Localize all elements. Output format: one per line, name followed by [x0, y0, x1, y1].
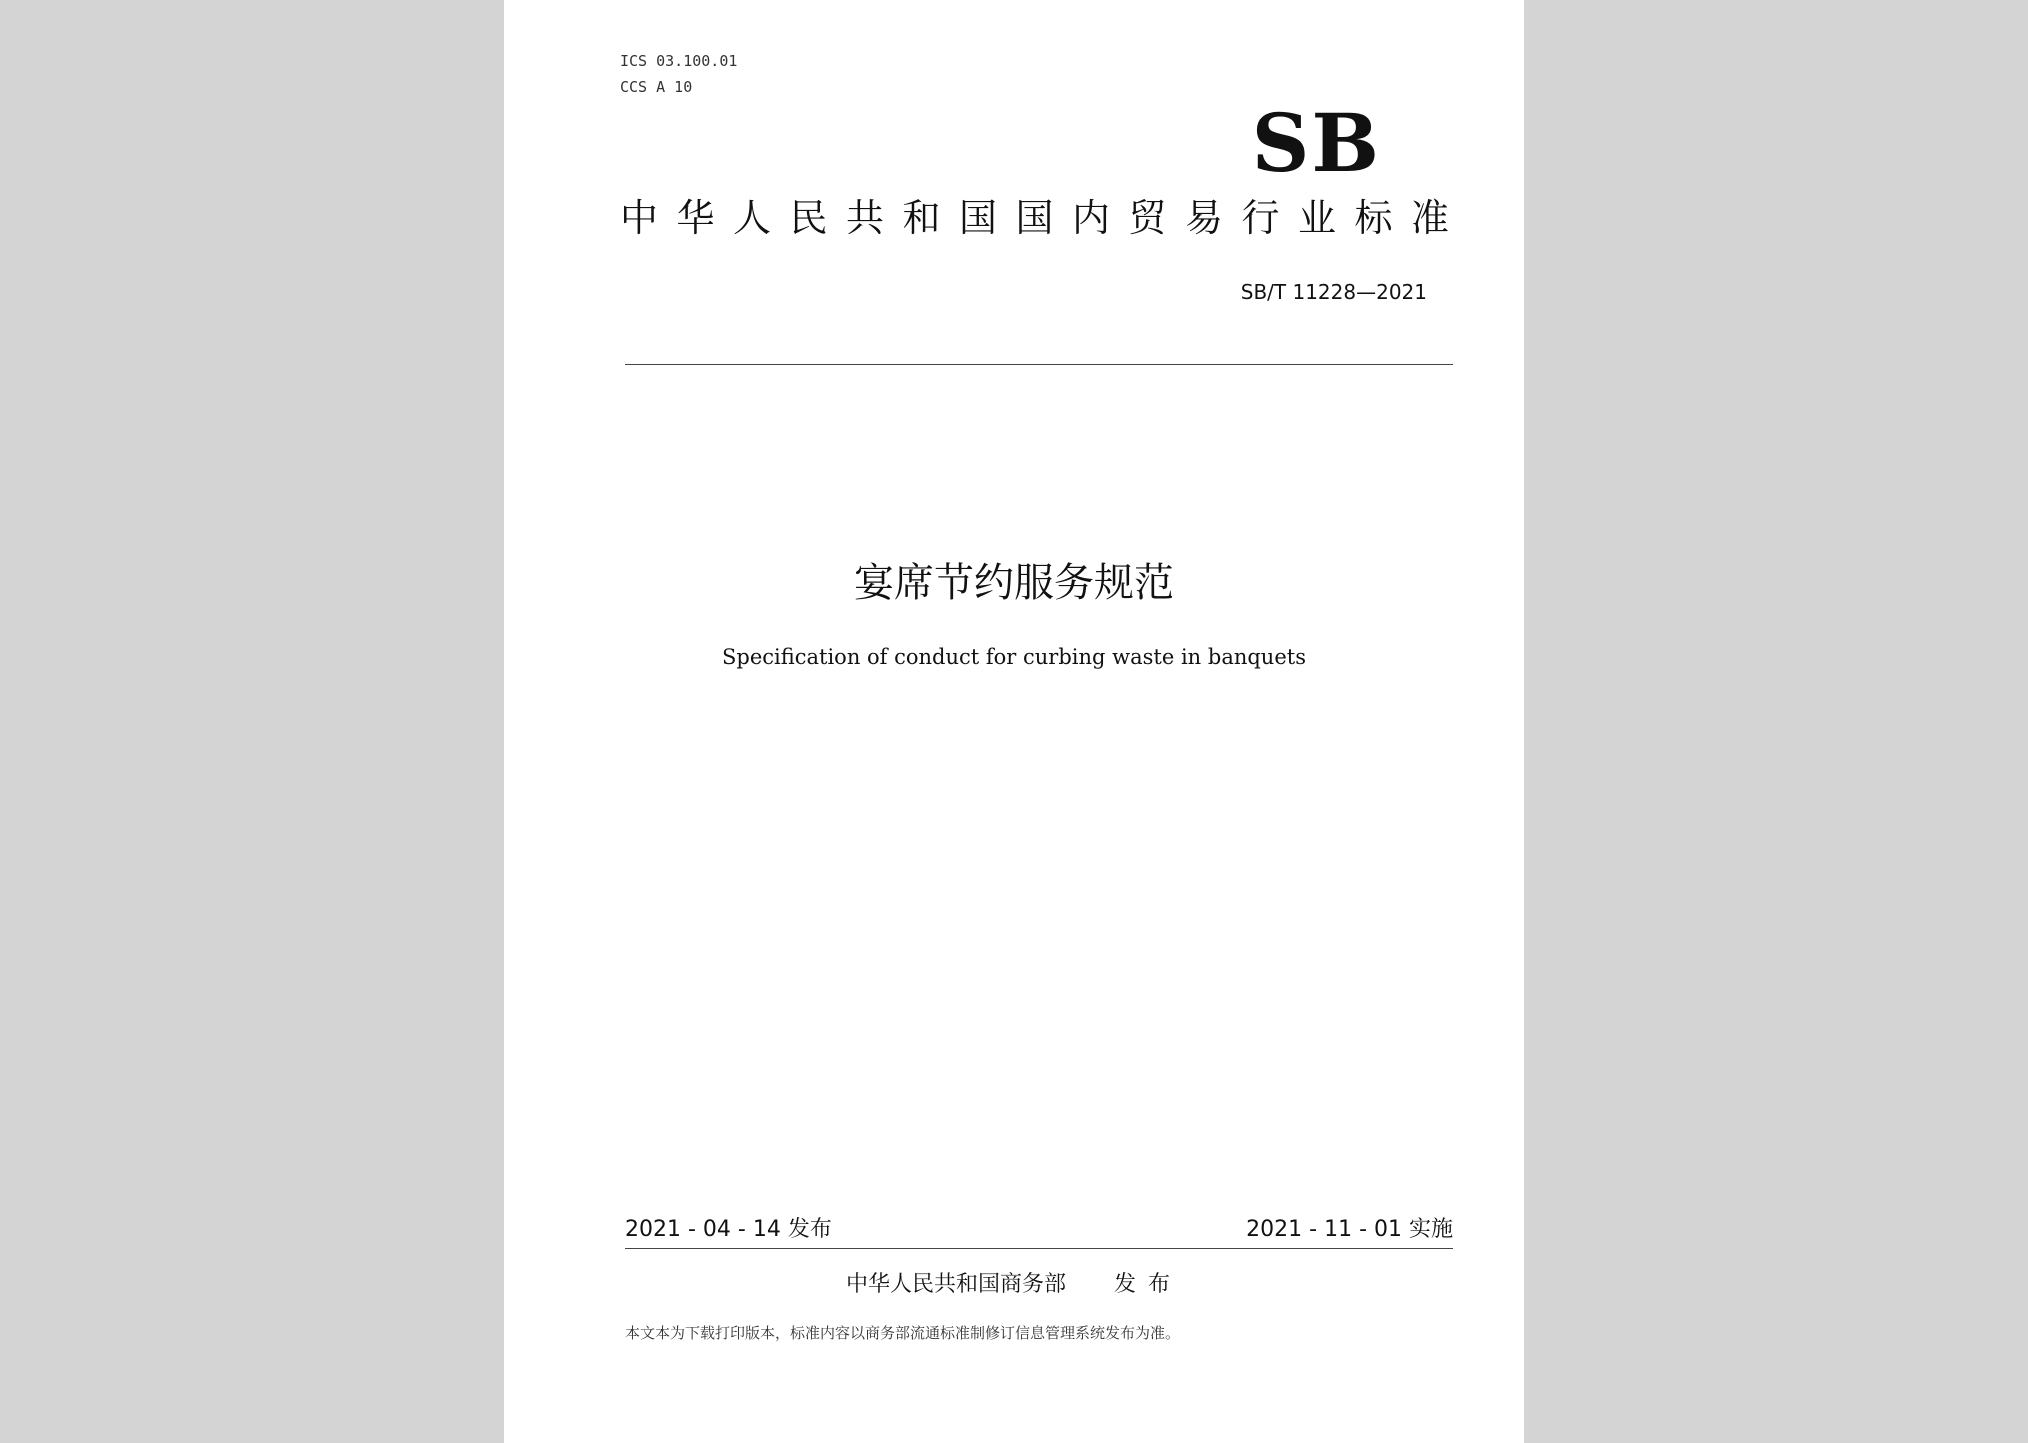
document-page: [504, 0, 1524, 1443]
standard-code: SB/T 11228—2021: [1240, 280, 1427, 304]
ccs-code: CCS A 10: [620, 78, 693, 96]
document-title-chinese: 宴席节约服务规范: [854, 560, 1174, 606]
implementation-date: 2021 - 11 - 01 实施: [1246, 1217, 1453, 1242]
issue-word: 发布: [1114, 1272, 1183, 1297]
publisher-line: [504, 1270, 1524, 1300]
document-title-english: Specification of conduct for curbing waste in banquets: [722, 645, 1306, 669]
classification-codes: [620, 48, 737, 100]
issue-date: 2021 - 04 - 14 发布: [625, 1217, 832, 1242]
footer-divider: [625, 1248, 1453, 1249]
sb-logo: SB: [1251, 96, 1381, 190]
header-divider: [625, 364, 1453, 365]
publisher-name: 中华人民共和国商务部: [845, 1272, 1066, 1297]
standard-title: 中华人民共和国国内贸易行业标准: [620, 196, 1449, 240]
download-note: 本文本为下载打印版本，标准内容以商务部流通标准制修订信息管理系统发布为准。: [625, 1324, 1181, 1342]
ics-code: ICS 03.100.01: [620, 52, 738, 70]
